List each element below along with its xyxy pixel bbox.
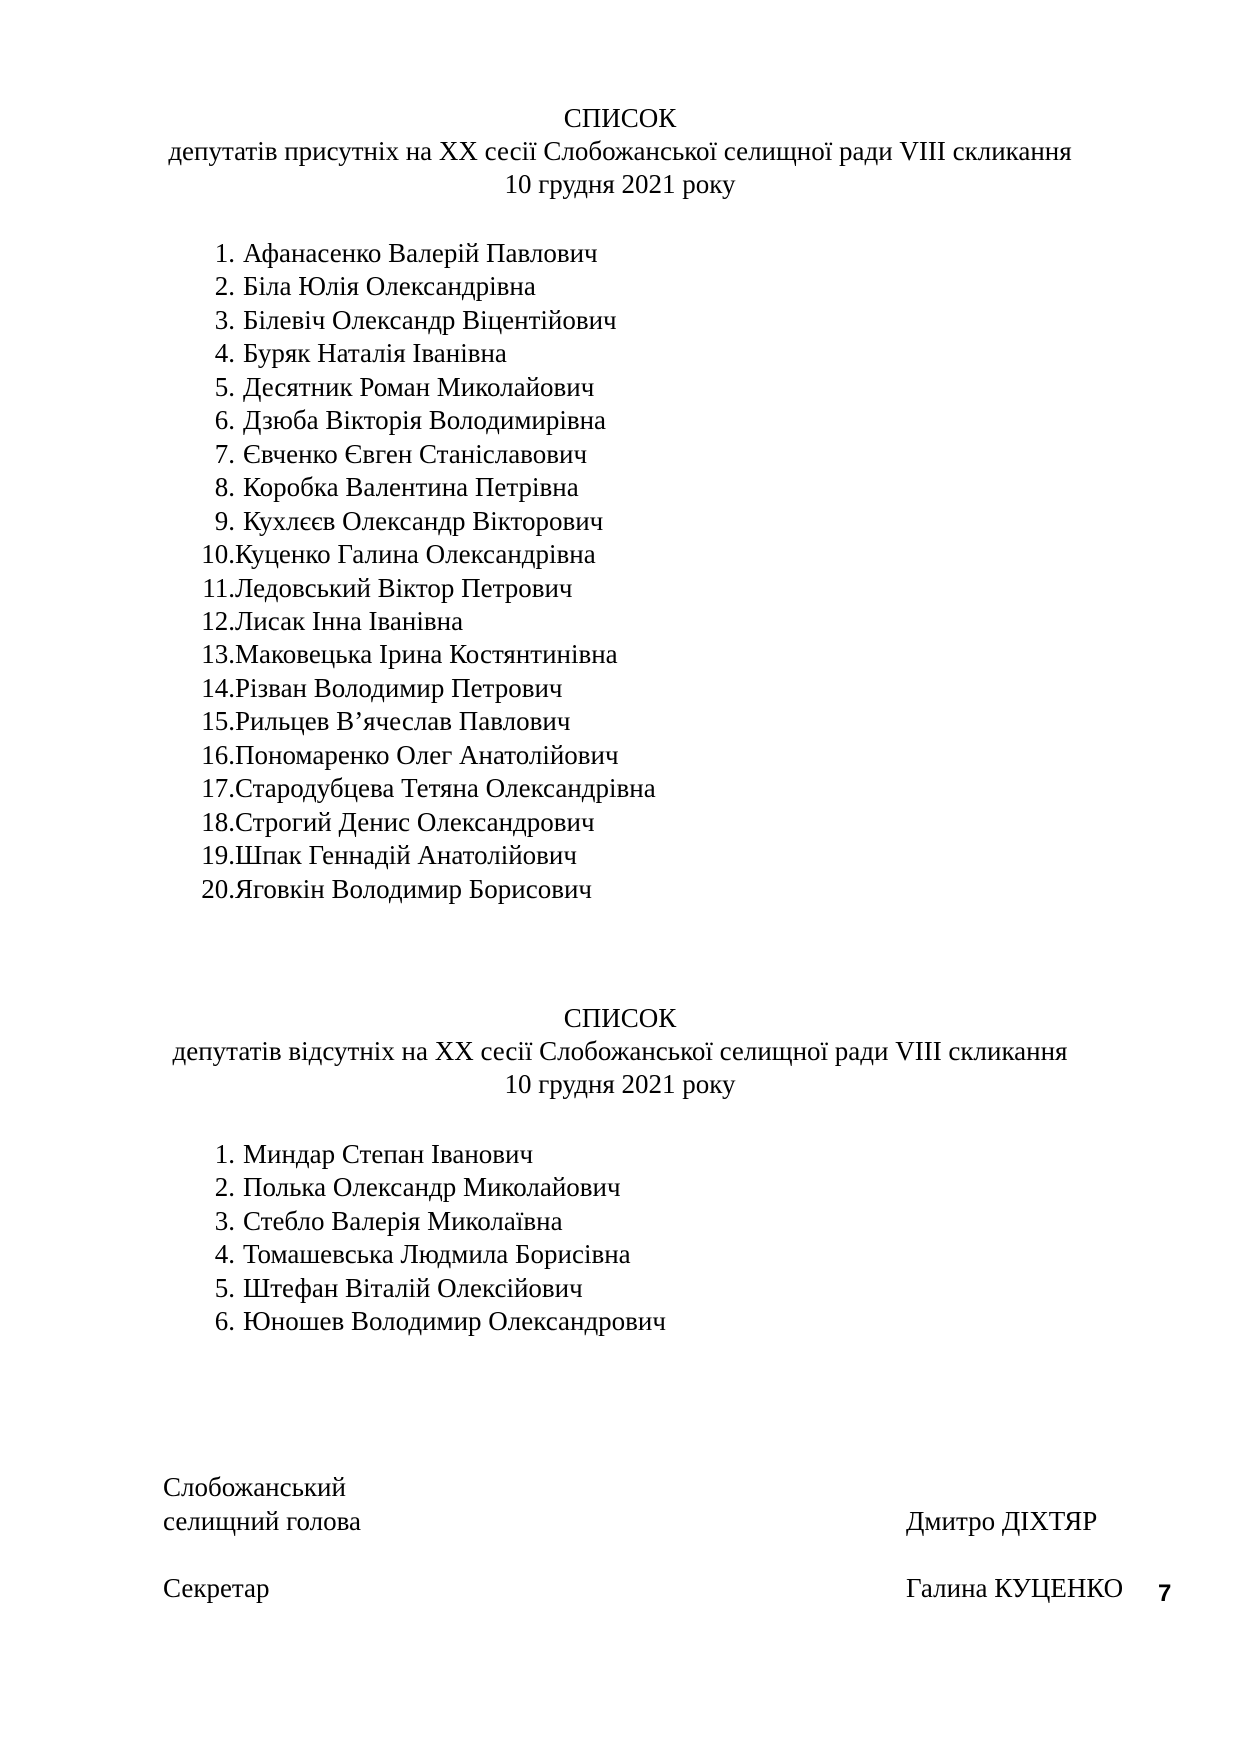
- head-title-line2: селищний голова: [163, 1506, 362, 1536]
- present-date: 10 грудня 2021 року: [504, 169, 736, 199]
- list-item: [195, 471, 656, 504]
- list-item-name: Буряк Наталія Іванівна: [243, 338, 507, 369]
- page-number: 7: [1158, 1580, 1172, 1607]
- list-item-gap: [235, 1138, 243, 1171]
- list-item: [195, 438, 656, 471]
- list-item: [195, 1238, 666, 1271]
- list-item: [195, 638, 656, 671]
- list-item-gap: [235, 1305, 243, 1338]
- list-item-name: Білевіч Олександр Віцентійович: [243, 304, 617, 335]
- list-item-number: 19.: [201, 840, 235, 871]
- list-item-name: Євченко Євген Станіславович: [243, 438, 588, 469]
- list-item-name: Десятник Роман Миколайович: [243, 371, 595, 402]
- list-item-number: 17.: [201, 773, 235, 804]
- list-item-name: Шпак Геннадій Анатолійович: [235, 840, 577, 871]
- list-item-number: 10.: [201, 539, 235, 570]
- list-item-name: Пономаренко Олег Анатолійович: [235, 739, 619, 770]
- list-item-name: Біла Юлія Олександрівна: [243, 271, 536, 302]
- list-item-name: Коробка Валентина Петрівна: [243, 472, 579, 503]
- list-item-name: Штефан Віталій Олексійович: [243, 1272, 583, 1303]
- list-item-number: 2.: [214, 1172, 235, 1203]
- secretary-name: Галина КУЦЕНКО: [906, 1573, 1124, 1603]
- list-item-gap: [235, 270, 243, 303]
- list-item-name: Стародубцева Тетяна Олександрівна: [235, 773, 656, 804]
- present-subtitle: депутатів присутніх на XX сесії Слобожанської селищної ради VIII скликання: [168, 136, 1072, 166]
- list-item-gap: [235, 505, 243, 538]
- list-item-number: 7.: [214, 438, 235, 469]
- list-item-name: Яговкін Володимир Борисович: [235, 873, 593, 904]
- list-item: [195, 237, 656, 270]
- list-item-gap: [235, 337, 243, 370]
- list-item-name: Дзюба Вікторія Володимирівна: [243, 405, 607, 436]
- list-item-gap: [235, 237, 243, 270]
- list-item-gap: [235, 1272, 243, 1305]
- list-item-name: Томашевська Людмила Борисівна: [243, 1239, 631, 1270]
- list-item-gap: [235, 1205, 243, 1238]
- list-item-number: 8.: [214, 472, 235, 503]
- list-item-name: Кухлєєв Олександр Вікторович: [243, 505, 604, 536]
- list-item-gap: [235, 304, 243, 337]
- present-heading: [0, 102, 1240, 201]
- list-item-gap: [235, 1238, 243, 1271]
- head-title-line1: Слобожанський: [163, 1472, 346, 1502]
- list-item: [195, 1171, 666, 1204]
- list-item-number: 18.: [201, 806, 235, 837]
- list-item: [195, 337, 656, 370]
- list-item-number: 12.: [201, 605, 235, 636]
- list-item-gap: [235, 438, 243, 471]
- list-item: [195, 772, 656, 805]
- list-item-name: Строгий Денис Олександрович: [235, 806, 595, 837]
- list-item-name: Миндар Степан Іванович: [243, 1139, 534, 1169]
- list-item: [195, 1305, 666, 1338]
- list-item: [195, 705, 656, 738]
- list-item-gap: [235, 404, 243, 437]
- list-item-name: Афанасенко Валерій Павлович: [243, 238, 598, 268]
- list-item: [195, 839, 656, 872]
- present-title: СПИСОК: [563, 103, 677, 133]
- list-item: [195, 304, 656, 337]
- list-item-number: 5.: [214, 371, 235, 402]
- list-item: [195, 672, 656, 705]
- list-item: [195, 1205, 666, 1238]
- list-item: [195, 538, 656, 571]
- list-item-name: Рильцев В’ячеслав Павлович: [235, 706, 571, 737]
- list-item-number: 5.: [214, 1272, 235, 1303]
- list-item-number: 3.: [214, 1205, 235, 1236]
- list-item-number: 2.: [214, 271, 235, 302]
- list-item: [195, 1138, 666, 1171]
- list-item-number: 16.: [201, 739, 235, 770]
- list-item-number: 6.: [214, 405, 235, 436]
- list-item-number: 15.: [201, 706, 235, 737]
- list-item-gap: [235, 471, 243, 504]
- list-item-number: 6.: [214, 1306, 235, 1337]
- list-item-name: Стебло Валерія Миколаївна: [243, 1205, 563, 1236]
- list-item-name: Куценко Галина Олександрівна: [235, 539, 596, 570]
- list-item-number: 3.: [214, 304, 235, 335]
- list-item: [195, 873, 656, 906]
- absent-date: 10 грудня 2021 року: [504, 1069, 736, 1099]
- list-item-name: Різван Володимир Петрович: [235, 672, 563, 703]
- list-item-name: Маковецька Ірина Костянтинівна: [235, 639, 618, 670]
- list-item: [195, 371, 656, 404]
- list-item-number: 20.: [201, 873, 235, 904]
- list-item-number: 13.: [201, 639, 235, 670]
- head-name: Дмитро ДІХТЯР: [906, 1506, 1098, 1536]
- list-item: [195, 1272, 666, 1305]
- list-item-name: Лисак Інна Іванівна: [235, 605, 464, 636]
- list-item-number: 1.: [214, 238, 235, 268]
- absent-subtitle: депутатів відсутніх на XX сесії Слобожанської селищної ради VIII скликання: [172, 1036, 1068, 1066]
- list-item-number: 11.: [202, 572, 235, 603]
- absent-title: СПИСОК: [563, 1003, 677, 1033]
- list-item-number: 9.: [214, 505, 235, 536]
- list-item: [195, 270, 656, 303]
- list-item-gap: [235, 1171, 243, 1204]
- list-item-name: Ледовський Віктор Петрович: [235, 572, 573, 603]
- list-item-number: 14.: [201, 672, 235, 703]
- list-item: [195, 739, 656, 772]
- list-item-number: 1.: [214, 1139, 235, 1169]
- present-deputies-list: [195, 237, 656, 906]
- list-item: [195, 572, 656, 605]
- secretary-title: Секретар: [163, 1573, 270, 1603]
- list-item-gap: [235, 371, 243, 404]
- list-item: [195, 605, 656, 638]
- list-item: [195, 806, 656, 839]
- list-item-name: Юношев Володимир Олександрович: [243, 1306, 666, 1337]
- list-item-number: 4.: [214, 338, 235, 369]
- list-item: [195, 404, 656, 437]
- absent-heading: [0, 1002, 1240, 1101]
- list-item-name: Полька Олександр Миколайович: [243, 1172, 621, 1203]
- list-item-number: 4.: [214, 1239, 235, 1270]
- list-item: [195, 505, 656, 538]
- absent-deputies-list: [195, 1138, 666, 1339]
